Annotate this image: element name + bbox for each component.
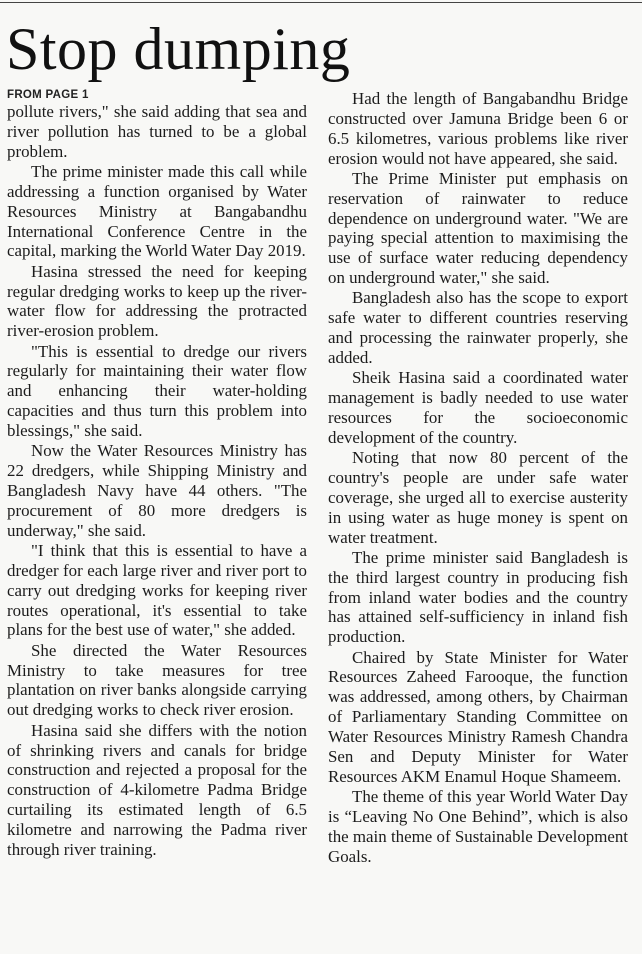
paragraph: The prime minister said Bangladesh is the third largest country in producing fish from inland water bodies and the country has attained self-sufficiency in inland fish production. bbox=[328, 547, 628, 647]
paragraph: Hasina stressed the need for keeping regular dredging works to keep up the river-water flow for addressing the protracted river-erosion problem. bbox=[7, 261, 307, 341]
paragraph: Now the Water Resources Ministry has 22 dredgers, while Shipping Ministry and Bangladesh Navy have 44 others. "The procurement of 80 more dredgers is underway," she said. bbox=[7, 441, 307, 540]
left-column bbox=[7, 88, 307, 860]
right-column bbox=[328, 89, 628, 866]
paragraph: Had the length of Bangabandhu Bridge constructed over Jamuna Bridge been 6 or 6.5 kilometres, various problems like river erosion would not have appeared, she said. bbox=[328, 89, 628, 168]
top-rule bbox=[0, 2, 642, 3]
paragraph: pollute rivers," she said adding that sea and river pollution has turned to be a global problem. bbox=[7, 102, 307, 161]
paragraph: The theme of this year World Water Day is “Leaving No One Behind”, which is also the main theme of Sustainable Development Goals. bbox=[328, 787, 628, 866]
paragraph: "This is essential to dredge our rivers regularly for maintaining their water flow and enhancing their water-holding capacities and thus turn this problem into blessings," she said. bbox=[7, 341, 307, 440]
jump-label: FROM PAGE 1 bbox=[7, 89, 89, 101]
paragraph: Noting that now 80 percent of the country's people are under safe water coverage, she urged all to exercise austerity in using water as huge money is spent on water treatment. bbox=[328, 448, 628, 547]
paragraph: She directed the Water Resources Ministry to take measures for tree plantation on river banks alongside carrying out dredging works to check river erosion. bbox=[7, 640, 307, 720]
paragraph: Bangladesh also has the scope to export safe water to different countries reserving and processing the rainwater properly, she added. bbox=[328, 288, 628, 367]
paragraph: Chaired by State Minister for Water Resources Zaheed Farooque, the function was addressed, among others, by Chairman of Parliamentary Standing Committee on Water Resources Ministry Ramesh Chandra Sen and Deputy Minister for Water Resources AKM Enamul Hoque Shameem. bbox=[328, 647, 628, 786]
headline: Stop dumping bbox=[6, 16, 351, 82]
paragraph: The Prime Minister put emphasis on reservation of rainwater to reduce dependence on underground water. "We are paying special attention to maximising the use of surface water reducing dependency on underground water," she said. bbox=[328, 168, 628, 288]
paragraph: The prime minister made this call while addressing a function organised by Water Resources Ministry at Bangabandhu International Conference Centre in the capital, marking the World Water Day 2019. bbox=[7, 162, 307, 261]
paragraph: Sheik Hasina said a coordinated water management is badly needed to use water resources for the socioeconomic development of the country. bbox=[328, 368, 628, 447]
paragraph: "I think that this is essential to have a dredger for each large river and river port to carry out dredging works for keeping river routes operational, it's essential to take plans for the best use of water," she added. bbox=[7, 541, 307, 640]
paragraph: Hasina said she differs with the notion of shrinking rivers and canals for bridge construction and rejected a proposal for the construction of 4-kilometre Padma Bridge curtailing its estimated length of 6.5 kilometre and narrowing the Padma river through river training. bbox=[7, 720, 307, 859]
